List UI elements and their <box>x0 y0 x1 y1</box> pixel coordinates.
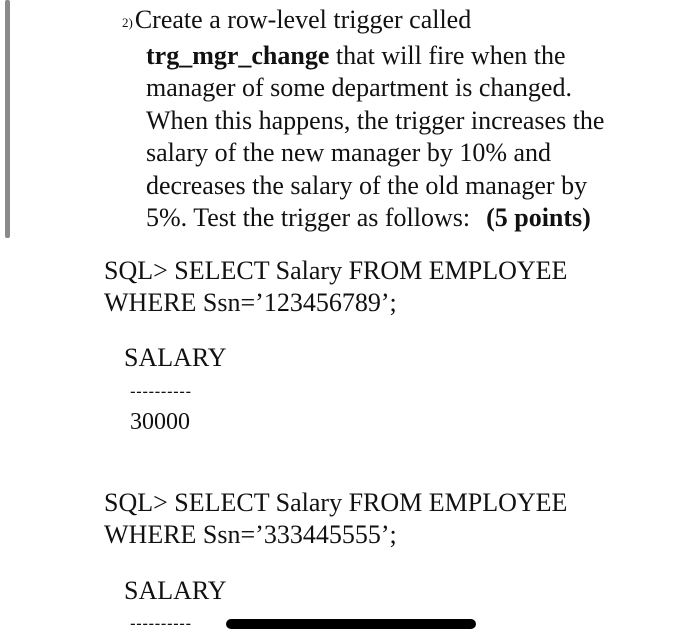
question-line-3: manager of some department is changed. <box>146 73 572 102</box>
question-line-7 <box>122 202 682 235</box>
query-2-line-2: WHERE Ssn=’333445555’; <box>104 520 397 549</box>
question-intro-text: Create a row-level trigger called <box>134 5 472 34</box>
query-1-line-1: SQL> SELECT Salary FROM EMPLOYEE <box>104 256 568 285</box>
query-1-line-2: WHERE Ssn=’123456789’; <box>104 288 397 317</box>
home-indicator-bar[interactable] <box>226 619 476 629</box>
question-line-2 <box>122 40 682 73</box>
query-2-column-header: SALARY <box>124 576 227 605</box>
question-test-text: 5%. Test the trigger as follows: <box>146 203 471 232</box>
question-line-4: When this happens, the trigger increases the <box>146 105 605 135</box>
query-1-value: 30000 <box>130 409 190 435</box>
query-1-column-header: SALARY <box>124 343 227 372</box>
query-2-line-1: SQL> SELECT Salary FROM EMPLOYEE <box>104 488 568 517</box>
question-block <box>122 4 682 235</box>
scroll-indicator <box>5 0 10 238</box>
points-label: (5 points) <box>486 203 591 232</box>
question-line-1 <box>122 4 682 40</box>
question-line-5: salary of the new manager by 10% and <box>146 138 552 167</box>
trigger-name: trg_mgr_change <box>146 40 330 70</box>
question-line-2-rest: that will fire when the <box>329 40 566 70</box>
question-number: 2) <box>122 15 133 30</box>
question-line-6: decreases the salary of the old manager by <box>146 170 588 200</box>
query-1-separator: ---------- <box>130 382 192 401</box>
query-2-separator: ---------- <box>130 614 192 633</box>
